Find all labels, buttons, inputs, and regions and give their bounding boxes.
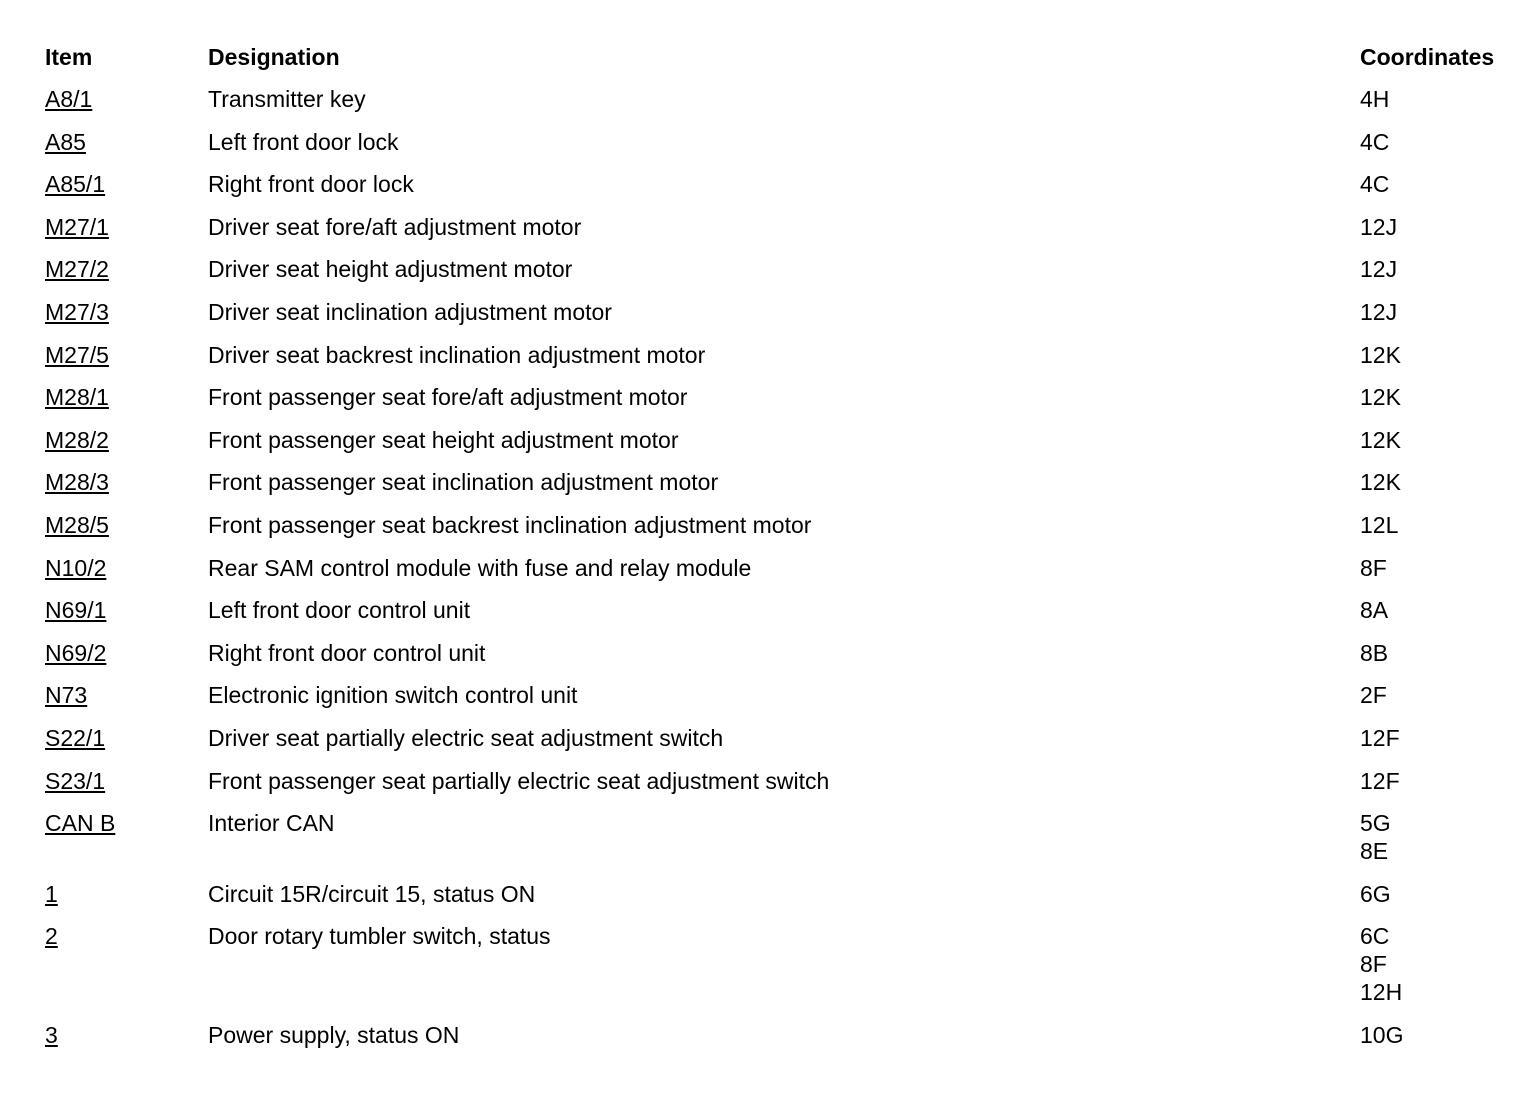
item-column-header: Item (45, 44, 93, 70)
designation-cell: Front passenger seat height adjustment motor (208, 426, 679, 453)
designation-cell: Electronic ignition switch control unit (208, 682, 578, 709)
coordinate-value: 5G (1360, 810, 1391, 837)
table-row (45, 210, 1525, 253)
coordinates-cell (1360, 596, 1388, 624)
table-row (45, 721, 1525, 764)
coordinate-value: 12F (1360, 724, 1400, 751)
item-code-link[interactable]: A85/1 (45, 171, 106, 198)
designation-cell: Interior CAN (208, 810, 335, 837)
table-row (45, 551, 1525, 594)
coordinate-value: 8B (1360, 639, 1389, 666)
item-code-link[interactable]: M27/1 (45, 213, 109, 240)
designation-cell: Rear SAM control module with fuse and relay module (208, 554, 752, 581)
table-row (45, 806, 1525, 877)
item-code-cell (45, 596, 106, 624)
item-code-cell (45, 1021, 58, 1049)
designation-cell: Front passenger seat fore/aft adjustment motor (208, 384, 688, 411)
item-code-link[interactable]: S22/1 (45, 724, 106, 751)
coordinates-cell (1360, 85, 1389, 113)
item-code-link[interactable]: A8/1 (45, 86, 93, 112)
coordinate-value: 12H (1360, 979, 1403, 1006)
coordinates-cell (1360, 511, 1398, 539)
coordinates-cell (1360, 922, 1402, 1006)
coordinates-cell (1360, 255, 1397, 283)
coordinates-cell (1360, 880, 1391, 908)
coordinate-value: 2F (1360, 682, 1387, 709)
coordinate-value: 12K (1360, 384, 1401, 411)
item-code-link[interactable]: N69/1 (45, 597, 107, 624)
coordinate-value: 6C (1360, 923, 1390, 950)
designation-cell: Right front door control unit (208, 639, 486, 666)
legend-table (45, 40, 1525, 1060)
table-row (45, 125, 1525, 168)
table-row (45, 380, 1525, 423)
legend-rows (45, 82, 1525, 1060)
coordinates-cell (1360, 724, 1400, 752)
table-row (45, 919, 1525, 1018)
table-row (45, 764, 1525, 807)
coordinates-cell (1360, 681, 1387, 709)
item-code-link[interactable]: N73 (45, 682, 88, 709)
designation-cell: Driver seat height adjustment motor (208, 256, 573, 283)
item-code-cell (45, 213, 109, 241)
designation-cell: Driver seat backrest inclination adjustment motor (208, 341, 706, 368)
item-code-cell (45, 554, 106, 582)
coordinate-value: 4H (1360, 86, 1390, 112)
coordinate-value: 12J (1360, 256, 1398, 283)
item-code-link[interactable]: M28/5 (45, 511, 109, 538)
item-code-cell (45, 639, 106, 667)
item-code-cell (45, 922, 58, 950)
table-row (45, 508, 1525, 551)
table-row (45, 423, 1525, 466)
item-code-link[interactable]: N69/2 (45, 639, 107, 666)
designation-cell: Circuit 15R/circuit 15, status ON (208, 880, 536, 907)
item-code-cell (45, 85, 92, 113)
coordinate-value: 12K (1360, 426, 1401, 453)
table-row (45, 636, 1525, 679)
coordinates-cell (1360, 383, 1401, 411)
coordinates-cell (1360, 298, 1397, 326)
item-code-cell (45, 383, 109, 411)
coordinates-cell (1360, 639, 1388, 667)
coordinates-cell (1360, 213, 1397, 241)
item-code-cell (45, 681, 87, 709)
item-code-link[interactable]: 1 (45, 880, 58, 907)
designation-cell: Front passenger seat inclination adjustment motor (208, 469, 719, 496)
coordinates-cell (1360, 1021, 1403, 1049)
coordinates-cell (1360, 426, 1401, 454)
coordinate-value: 12L (1360, 511, 1399, 538)
table-row (45, 338, 1525, 381)
item-code-link[interactable]: 2 (45, 923, 58, 950)
coordinate-value: 8A (1360, 597, 1389, 624)
item-code-cell (45, 511, 109, 539)
coordinate-value: 12J (1360, 298, 1398, 325)
item-code-link[interactable]: M27/2 (45, 256, 109, 283)
designation-cell: Power supply, status ON (208, 1021, 460, 1048)
coordinate-value: 8F (1360, 951, 1387, 978)
table-row (45, 877, 1525, 920)
item-code-cell (45, 426, 109, 454)
coordinates-cell (1360, 128, 1389, 156)
coordinate-value: 8E (1360, 838, 1389, 865)
designation-cell: Front passenger seat partially electric seat adjustment switch (208, 767, 830, 794)
designation-column-header: Designation (208, 44, 340, 70)
table-row (45, 1018, 1525, 1061)
designation-cell: Driver seat partially electric seat adjustment switch (208, 724, 724, 751)
item-code-link[interactable]: A85 (45, 128, 86, 155)
coordinate-value: 4C (1360, 171, 1390, 198)
item-code-cell (45, 724, 105, 752)
coordinates-cell (1360, 341, 1401, 369)
designation-cell: Right front door lock (208, 171, 414, 198)
table-row (45, 295, 1525, 338)
coordinates-cell (1360, 809, 1391, 865)
designation-cell: Door rotary tumbler switch, status (208, 923, 551, 950)
table-row (45, 82, 1525, 125)
designation-cell: Driver seat inclination adjustment motor (208, 298, 612, 325)
table-row (45, 167, 1525, 210)
item-code-link[interactable]: M27/5 (45, 341, 109, 368)
coordinate-value: 4C (1360, 128, 1390, 155)
item-code-cell (45, 128, 86, 156)
item-code-link[interactable]: M28/2 (45, 426, 109, 453)
table-row (45, 252, 1525, 295)
item-code-cell (45, 255, 109, 283)
table-row (45, 465, 1525, 508)
item-code-link[interactable]: N10/2 (45, 554, 107, 581)
table-row (45, 593, 1525, 636)
coordinates-column-header: Coordinates (1360, 44, 1495, 70)
coordinate-value: 12K (1360, 341, 1401, 368)
coordinate-value: 6G (1360, 880, 1391, 907)
designation-cell: Front passenger seat backrest inclination adjustment motor (208, 511, 812, 538)
coordinates-cell (1360, 767, 1400, 795)
item-code-link[interactable]: M28/3 (45, 469, 109, 496)
table-row (45, 678, 1525, 721)
coordinate-value: 12K (1360, 469, 1401, 496)
designation-cell: Left front door lock (208, 128, 399, 155)
item-code-link[interactable]: S23/1 (45, 767, 106, 794)
legend-header-row (45, 40, 1525, 82)
item-code-link[interactable]: CAN B (45, 810, 116, 837)
coordinates-cell (1360, 170, 1389, 198)
item-code-cell (45, 170, 105, 198)
item-code-link[interactable]: 3 (45, 1021, 58, 1048)
designation-cell: Transmitter key (208, 86, 366, 112)
designation-cell: Driver seat fore/aft adjustment motor (208, 213, 582, 240)
item-code-cell (45, 468, 109, 496)
coordinate-value: 10G (1360, 1021, 1404, 1048)
coordinate-value: 12J (1360, 213, 1398, 240)
item-code-cell (45, 298, 109, 326)
coordinate-value: 8F (1360, 554, 1387, 581)
item-code-cell (45, 341, 109, 369)
item-code-cell (45, 767, 105, 795)
item-code-link[interactable]: M27/3 (45, 298, 109, 325)
designation-cell: Left front door control unit (208, 597, 471, 624)
coordinate-value: 12F (1360, 767, 1400, 794)
coordinates-cell (1360, 554, 1387, 582)
item-code-cell (45, 809, 115, 837)
item-code-link[interactable]: M28/1 (45, 384, 109, 411)
coordinates-cell (1360, 468, 1401, 496)
item-code-cell (45, 880, 58, 908)
